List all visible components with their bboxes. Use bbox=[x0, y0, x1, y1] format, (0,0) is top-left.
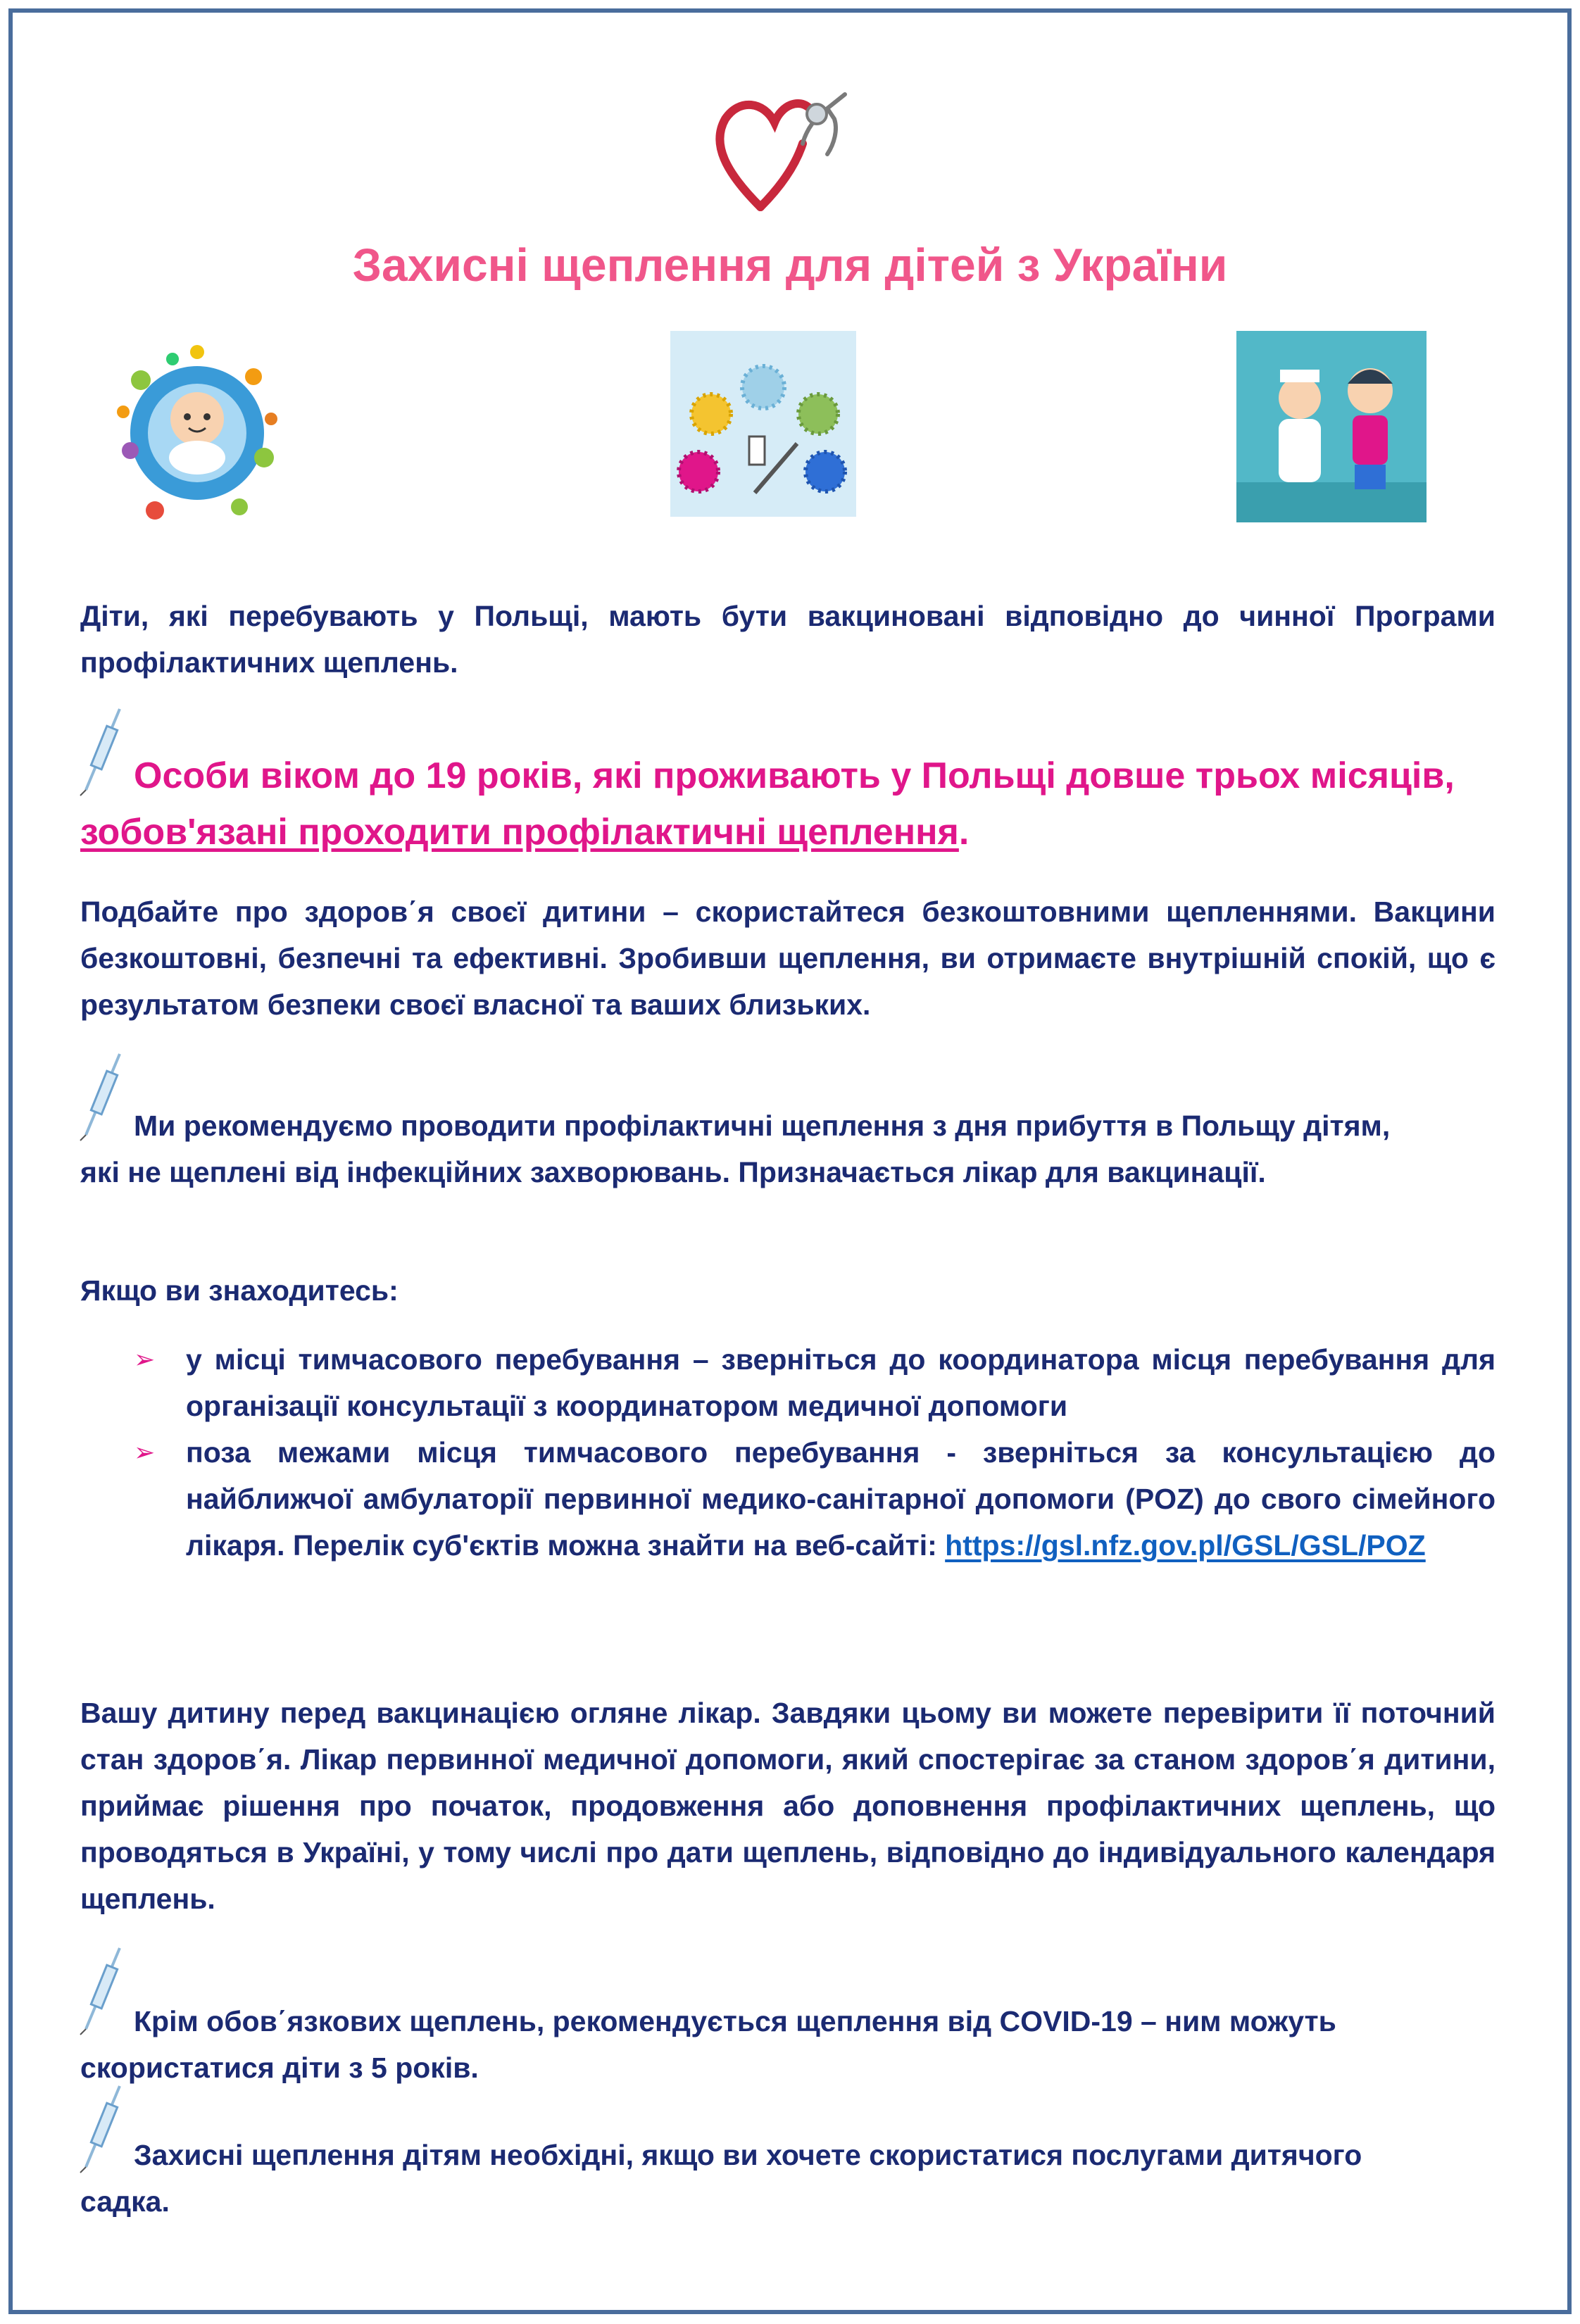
location-heading: Якщо ви знаходитесь: bbox=[80, 1274, 399, 1307]
mandatory-vaccination-notice bbox=[80, 748, 1496, 860]
list-item bbox=[134, 1336, 1496, 1429]
notice-text: Особи віком до 19 років, які проживають у Польщі довше трьох місяців, bbox=[134, 755, 1455, 796]
list-item-text: поза межами місця тимчасового перебування - зверніться за консультацією до найближчої амбулаторії первинної медико-санітарної допомоги (POZ) до свого сімейного лікаря. Перелік суб'єктів можна знайти на веб-сайті: bbox=[186, 1436, 1496, 1562]
kindergarten-paragraph: Захисні щеплення дітям необхідні, якщо ви хочете скористатися послугами дитячого садка. bbox=[80, 2139, 1362, 2218]
location-list bbox=[134, 1336, 1496, 1569]
nurse-child-illustration bbox=[1236, 331, 1427, 522]
list-item bbox=[134, 1429, 1496, 1569]
list-item-text: у місці тимчасового перебування – зверніться до координатора місця перебування для організації консультації з координатором медичної допомоги bbox=[186, 1343, 1496, 1422]
care-paragraph: Подбайте про здоров΄я своєї дитини – скористайтеся безкоштовними щепленнями. Вакцини безкоштовні, безпечні та ефективні. Зробивши щеплення, ви отримаєте внутрішній спокій, що є результатом безпеки своєї власної та ваших близьких. bbox=[80, 896, 1496, 1021]
page-title: Захисні щеплення для дітей з України bbox=[352, 239, 1228, 291]
arrow-bullet-icon: ➢ bbox=[134, 1345, 156, 1374]
intro-paragraph: Діти, які перебувають у Польщі, мають бути вакциновані відповідно до чинної Програми профілактичних щеплень. bbox=[80, 600, 1496, 679]
recommendation-paragraph: Ми рекомендуємо проводити профілактичні щеплення з дня прибуття в Польщу дітям, які не щеплені від інфекційних захворювань. Призначається лікар для вакцинації. bbox=[80, 1110, 1391, 1188]
notice-end: . bbox=[958, 812, 970, 853]
doctor-paragraph: Вашу дитину перед вакцинацією огляне лікар. Завдяки цьому ви можете перевірити її поточний стан здоров΄я. Лікар первинної медичної допомоги, який спостерігає за станом здоров΄я дитини, приймає рішення про початок, продовження або доповнення профілактичних щеплень, що проводяться в Україні, у тому числі про дати щеплень, відповідно до індивідуального календаря щеплень. bbox=[80, 1697, 1496, 1915]
notice-underlined-text: зобов'язані проходити профілактичні щеплення bbox=[80, 812, 959, 853]
poz-link[interactable]: https://gsl.nfz.gov.pl/GSL/GSL/POZ bbox=[945, 1529, 1426, 1562]
covid-paragraph: Крім обов΄язкових щеплень, рекомендується щеплення від COVID-19 – ним можуть скористатися діти з 5 років. bbox=[80, 2005, 1336, 2084]
baby-germs-illustration bbox=[113, 338, 282, 528]
arrow-bullet-icon: ➢ bbox=[134, 1438, 156, 1466]
heart-stethoscope-icon bbox=[711, 87, 866, 214]
virus-vaccine-illustration bbox=[670, 331, 856, 517]
